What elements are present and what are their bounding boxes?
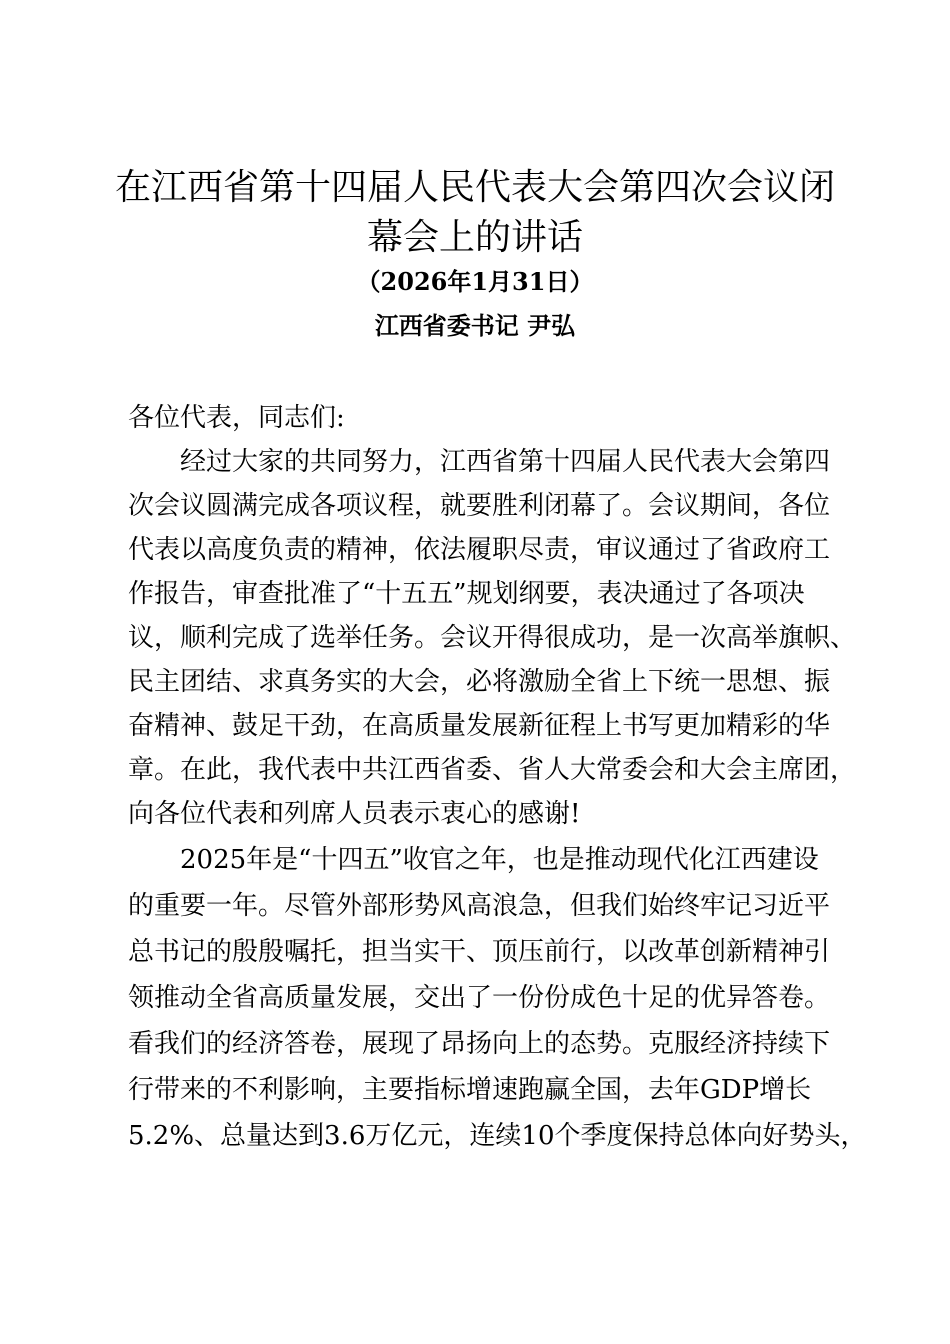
paragraph-1-line: 向各位代表和列席人员表示衷心的感谢! xyxy=(128,799,581,829)
paragraph-1-line: 次会议圆满完成各项议程，就要胜利闭幕了。会议期间，各位 xyxy=(128,491,831,521)
paragraph-1-line: 民主团结、求真务实的大会，必将激励全省上下统一思想、振 xyxy=(128,667,831,697)
paragraph-2-line: 5.2%、总量达到3.6万亿元，连续10个季度保持总体向好势头， xyxy=(128,1121,867,1151)
speech-date: （2026年1月31日） xyxy=(356,267,594,296)
paragraph-1-line: 议，顺利完成了选举任务。会议开得很成功，是一次高举旗帜、 xyxy=(128,623,857,653)
paragraph-1-line: 代表以高度负责的精神，依法履职尽责，审议通过了省政府工 xyxy=(128,535,831,565)
paragraph-2-line: 的重要一年。尽管外部形势风高浪急，但我们始终牢记习近平 xyxy=(128,891,831,921)
document-title-line-1: 在江西省第十四届人民代表大会第四次会议闭 xyxy=(114,167,835,208)
paragraph-2-line: 总书记的殷殷嘱托，担当实干、顶压前行，以改革创新精神引 xyxy=(128,937,831,967)
document-title-line-2: 幕会上的讲话 xyxy=(366,217,583,258)
paragraph-1-line: 经过大家的共同努力，江西省第十四届人民代表大会第四 xyxy=(128,447,831,477)
paragraph-1-line: 作报告，审查批准了“十五五”规划纲要，表决通过了各项决 xyxy=(128,579,805,609)
paragraph-2-line: 2025年是“十四五”收官之年，也是推动现代化江西建设 xyxy=(128,845,819,875)
speech-author: 江西省委书记 尹弘 xyxy=(374,311,576,340)
paragraph-1-line: 奋精神、鼓足干劲，在高质量发展新征程上书写更加精彩的华 xyxy=(128,711,831,741)
paragraph-1-line: 章。在此，我代表中共江西省委、省人大常委会和大会主席团， xyxy=(128,755,857,785)
salutation: 各位代表，同志们: xyxy=(128,403,345,433)
paragraph-2-line: 领推动全省高质量发展，交出了一份份成色十足的优异答卷。 xyxy=(128,983,831,1013)
paragraph-2-line: 看我们的经济答卷，展现了昂扬向上的态势。克服经济持续下 xyxy=(128,1029,831,1059)
paragraph-2-line: 行带来的不利影响，主要指标增速跑赢全国，去年GDP增长 xyxy=(128,1075,812,1105)
